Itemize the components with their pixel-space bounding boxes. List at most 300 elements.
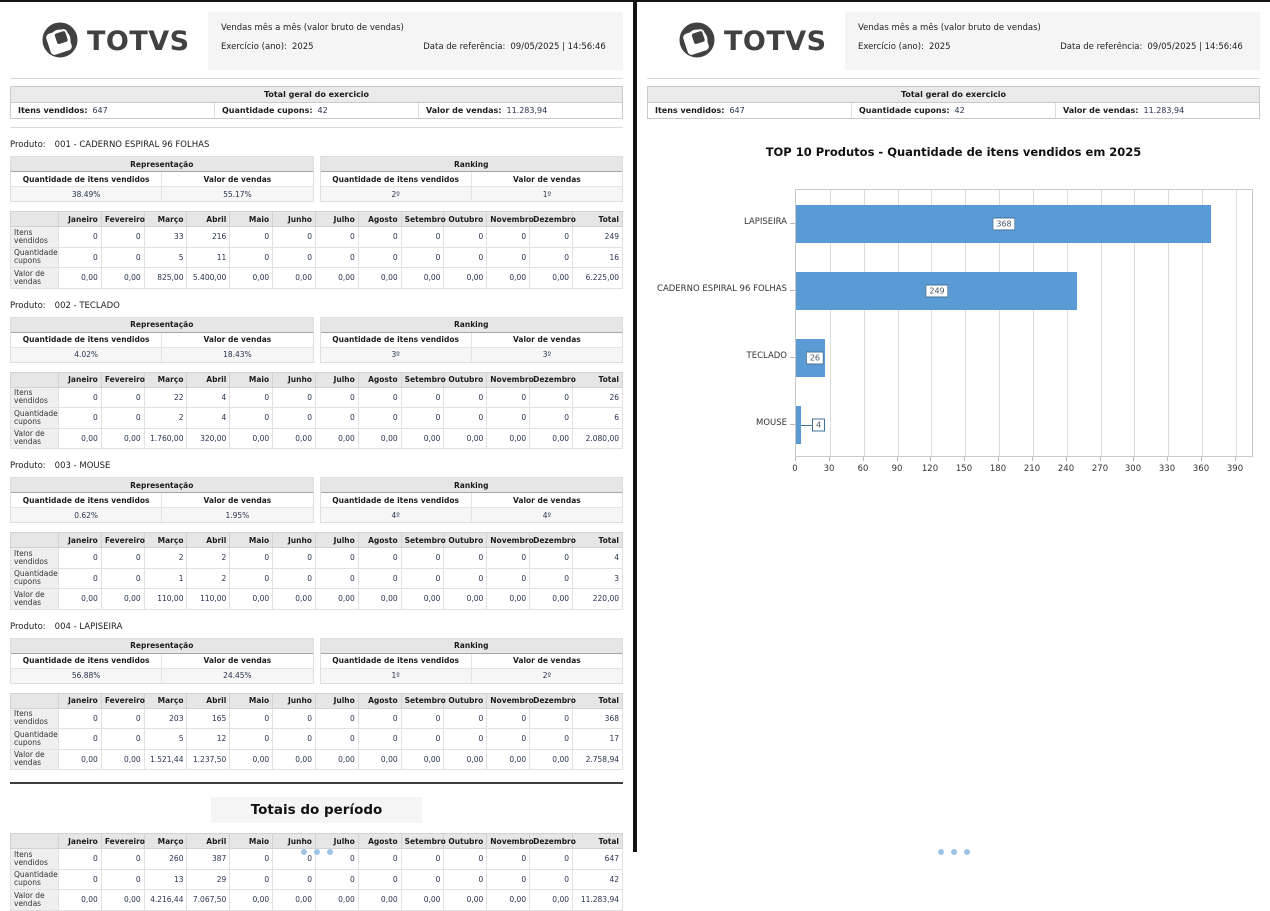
row-label-cell: Valor de vendas [11, 749, 59, 770]
ranking-table-qty: 2º [321, 187, 472, 201]
product-section [10, 301, 623, 450]
row-label-cell: Quantidade cupons [11, 568, 59, 589]
qty-items-sold-header: Quantidade de itens vendidos [321, 654, 472, 668]
reference-date: Data de referência: 09/05/2025 | 14:56:46 [423, 42, 606, 52]
table-row [11, 729, 623, 750]
value-cell: 5 [144, 729, 187, 750]
pager-dot [964, 849, 970, 855]
summary-item-value: 11.283,94 [1143, 106, 1185, 115]
value-cell: 0 [444, 849, 487, 870]
row-label-cell: Itens vendidos [11, 708, 59, 729]
totals-table-slot [10, 833, 623, 911]
value-cell: 0 [230, 387, 273, 408]
value-cell: 0 [101, 869, 144, 890]
value-cell: 1.521,44 [144, 749, 187, 770]
report-title: Vendas mês a mês (valor bruto de vendas) [858, 23, 1041, 33]
month-header-corner [11, 834, 59, 849]
sales-value-header: Valor de vendas [203, 174, 272, 184]
value-cell: 0,00 [273, 428, 316, 449]
month-header-cell: Agosto [358, 834, 401, 849]
product-label: Produto: [10, 300, 46, 311]
value-cell: 0 [487, 849, 530, 870]
month-header-cell: Novembro [487, 372, 530, 387]
month-header-cell: Julho [315, 693, 358, 708]
sales-value-header: Valor de vendas [203, 335, 272, 344]
ranking-table-title: Ranking [321, 318, 623, 333]
value-cell: 1.237,50 [187, 749, 230, 770]
value-cell: 0 [487, 708, 530, 729]
month-header-cell: Novembro [487, 834, 530, 849]
value-cell: 0 [315, 548, 358, 569]
value-cell: 2.758,94 [573, 749, 623, 770]
value-cell: 0 [358, 548, 401, 569]
row-label-cell: Quantidade cupons [11, 729, 59, 750]
x-axis-tick [897, 457, 898, 461]
value-cell: 0 [315, 247, 358, 268]
product-line [10, 301, 623, 311]
month-header-corner [11, 372, 59, 387]
summary-item-value: 42 [317, 106, 328, 115]
summary-item-value: 42 [954, 106, 965, 115]
value-cell: 0 [401, 548, 444, 569]
representation-table-title: Representação [11, 639, 313, 654]
value-cell: 0,00 [101, 890, 144, 911]
x-axis-tick-label: 90 [891, 464, 903, 474]
month-header-cell: Dezembro [530, 372, 573, 387]
row-label-cell: Valor de vendas [11, 589, 59, 610]
month-header-cell: Dezembro [530, 834, 573, 849]
summary-item-label: Valor de vendas: [426, 106, 502, 115]
product-name: 001 - CADERNO ESPIRAL 96 FOLHAS [54, 140, 210, 150]
month-header-cell: Julho [315, 372, 358, 387]
value-cell: 0 [230, 849, 273, 870]
row-label-cell: Valor de vendas [11, 268, 59, 289]
table-row [11, 568, 623, 589]
table-row [11, 247, 623, 268]
x-axis-tick [795, 457, 796, 461]
month-header-cell: Março [144, 212, 187, 227]
product-section [10, 461, 623, 610]
value-cell: 0 [230, 568, 273, 589]
value-cell: 0 [101, 708, 144, 729]
value-cell: 0,00 [401, 890, 444, 911]
month-header-cell: Junho [273, 212, 316, 227]
summary-item-label: Quantidade cupons: [859, 106, 950, 115]
representation-table-title: Representação [11, 478, 313, 493]
value-cell: 2 [187, 568, 230, 589]
value-cell: 29 [187, 869, 230, 890]
product-section [10, 140, 623, 289]
month-header-cell: Janeiro [59, 533, 102, 548]
product-monthly-table [10, 211, 623, 289]
month-header-cell: Total [573, 533, 623, 548]
row-label-cell: Valor de vendas [11, 890, 59, 911]
totvs-logo-icon [40, 21, 80, 61]
pager-dot [938, 849, 944, 855]
value-cell: 0,00 [315, 890, 358, 911]
value-cell: 0 [273, 247, 316, 268]
qty-items-sold-header: Quantidade de itens vendidos [321, 172, 472, 186]
month-header-cell: Fevereiro [101, 834, 144, 849]
value-cell: 0 [59, 849, 102, 870]
value-cell: 0 [59, 408, 102, 429]
category-label: CADERNO ESPIRAL 96 FOLHAS [657, 284, 787, 295]
value-cell: 0 [273, 708, 316, 729]
value-cell: 0 [358, 849, 401, 870]
summary-item-label: Quantidade cupons: [222, 106, 313, 115]
value-cell: 0 [530, 849, 573, 870]
value-cell: 0,00 [530, 749, 573, 770]
summary-item-value: 647 [92, 106, 108, 115]
month-header-cell: Outubro [444, 372, 487, 387]
row-label-cell: Quantidade cupons [11, 869, 59, 890]
value-cell: 0 [273, 869, 316, 890]
value-cell: 6.225,00 [573, 268, 623, 289]
value-cell: 0 [358, 408, 401, 429]
value-cell: 0 [101, 568, 144, 589]
x-axis-tick [1032, 457, 1033, 461]
month-header-cell: Maio [230, 693, 273, 708]
value-cell: 0 [315, 729, 358, 750]
value-cell: 0 [101, 849, 144, 870]
product-label: Produto: [10, 461, 46, 471]
value-cell: 0,00 [444, 890, 487, 911]
value-cell: 0 [444, 708, 487, 729]
value-cell: 0 [273, 849, 316, 870]
x-axis-tick [1133, 457, 1134, 461]
month-header-cell: Julho [315, 533, 358, 548]
value-cell: 0 [358, 568, 401, 589]
value-cell: 216 [187, 227, 230, 248]
category-label: MOUSE [755, 418, 787, 429]
value-cell: 0,00 [444, 268, 487, 289]
x-axis-tick-label: 300 [1124, 464, 1142, 474]
value-cell: 0 [358, 247, 401, 268]
value-cell: 26 [573, 387, 623, 408]
value-cell: 1.760,00 [144, 428, 187, 449]
divider-line [647, 78, 1260, 79]
summary-item-value: 647 [729, 106, 745, 115]
month-header-cell: Março [144, 693, 187, 708]
table-row [11, 408, 623, 429]
product-name: 003 - MOUSE [54, 461, 111, 471]
value-cell: 249 [573, 227, 623, 248]
value-cell: 0,00 [487, 890, 530, 911]
value-cell: 0 [530, 869, 573, 890]
x-axis-tick-label: 0 [792, 464, 798, 474]
representation-table-value: 24.45% [223, 671, 252, 680]
value-cell: 0,00 [315, 749, 358, 770]
x-axis-tick [829, 457, 830, 461]
value-cell: 0 [530, 568, 573, 589]
category-label: TECLADO [746, 351, 787, 362]
value-cell: 0 [530, 729, 573, 750]
sales-value-header: Valor de vendas [512, 495, 581, 505]
table-row [11, 387, 623, 408]
bar-value-label: 368 [992, 218, 1015, 231]
sales-value-header: Valor de vendas [512, 335, 581, 344]
value-cell: 0 [401, 227, 444, 248]
value-cell: 0 [358, 387, 401, 408]
value-cell: 0 [59, 548, 102, 569]
value-cell: 0 [315, 227, 358, 248]
value-cell: 0,00 [273, 890, 316, 911]
row-label-cell: Itens vendidos [11, 849, 59, 870]
x-axis-tick-label: 270 [1091, 464, 1109, 474]
representation-table-title: Representação [11, 318, 313, 333]
value-cell: 0 [315, 568, 358, 589]
value-cell: 0,00 [487, 428, 530, 449]
totals-title: Totais do período [211, 797, 423, 823]
value-cell: 0 [273, 548, 316, 569]
product-monthly-table [10, 372, 623, 450]
divider-line [10, 78, 623, 79]
representation-table-qty: 38.49% [11, 187, 162, 201]
product-line [10, 461, 623, 471]
value-cell: 0 [273, 568, 316, 589]
month-header-cell: Novembro [487, 533, 530, 548]
month-header-cell: Setembro [401, 372, 444, 387]
value-cell: 0,00 [273, 268, 316, 289]
value-cell: 0,00 [273, 589, 316, 610]
report-title: Vendas mês a mês (valor bruto de vendas) [221, 23, 404, 33]
x-axis-tick-label: 180 [989, 464, 1007, 474]
product-name: 004 - LAPISEIRA [54, 621, 123, 632]
value-cell: 0 [401, 708, 444, 729]
value-cell: 17 [573, 729, 623, 750]
product-label: Produto: [10, 140, 46, 150]
value-cell: 0,00 [444, 428, 487, 449]
x-axis-tick-label: 390 [1226, 464, 1244, 474]
value-cell: 0,00 [230, 890, 273, 911]
month-header-cell: Abril [187, 372, 230, 387]
month-header-cell: Dezembro [530, 693, 573, 708]
value-cell: 0 [230, 729, 273, 750]
value-cell: 2.080,00 [573, 428, 623, 449]
category-label: LAPISEIRA [743, 217, 787, 228]
bar-value-label: 4 [812, 419, 825, 432]
qty-items-sold-header: Quantidade de itens vendidos [11, 333, 162, 347]
value-cell: 0 [230, 548, 273, 569]
totvs-logo-text: TOTVS [87, 25, 190, 57]
x-axis-tick-label: 360 [1192, 464, 1210, 474]
value-cell: 165 [187, 708, 230, 729]
value-cell: 0 [230, 708, 273, 729]
value-cell: 0 [530, 227, 573, 248]
totvs-logo [647, 12, 845, 70]
month-header-cell: Outubro [444, 212, 487, 227]
month-header-cell: Junho [273, 834, 316, 849]
value-cell: 0 [101, 227, 144, 248]
value-cell: 0,00 [358, 749, 401, 770]
row-label-cell: Itens vendidos [11, 548, 59, 569]
totvs-logo-icon [677, 21, 717, 61]
x-axis-tick-label: 120 [921, 464, 939, 474]
ranking-table [320, 638, 624, 684]
report-title-box [208, 12, 623, 70]
summary-item [11, 103, 215, 118]
product-monthly-table [10, 693, 623, 771]
value-cell: 0 [230, 247, 273, 268]
x-axis-tick [998, 457, 999, 461]
category-tick [790, 357, 795, 358]
value-cell: 0 [315, 708, 358, 729]
product-sections [0, 140, 633, 770]
value-cell: 0,00 [530, 428, 573, 449]
sales-value-header: Valor de vendas [203, 495, 272, 505]
value-cell: 0,00 [230, 428, 273, 449]
value-cell: 203 [144, 708, 187, 729]
month-header-cell: Março [144, 533, 187, 548]
value-cell: 0 [59, 729, 102, 750]
month-header-cell: Maio [230, 372, 273, 387]
value-cell: 16 [573, 247, 623, 268]
table-row [11, 749, 623, 770]
table-row [11, 227, 623, 248]
ranking-table-value: 1º [542, 189, 552, 199]
value-cell: 0,00 [101, 428, 144, 449]
month-header-cell: Abril [187, 533, 230, 548]
value-cell: 0 [101, 408, 144, 429]
summary-item [1056, 103, 1259, 118]
value-cell: 0 [487, 227, 530, 248]
value-cell: 0,00 [101, 749, 144, 770]
x-axis-tick-label: 330 [1158, 464, 1176, 474]
value-cell: 0 [444, 869, 487, 890]
x-axis-tick [930, 457, 931, 461]
value-cell: 0,00 [487, 268, 530, 289]
value-cell: 22 [144, 387, 187, 408]
ranking-table [320, 317, 624, 363]
table-row [11, 589, 623, 610]
value-cell: 0 [273, 387, 316, 408]
month-header-cell: Agosto [358, 533, 401, 548]
product-line [10, 140, 623, 150]
value-cell: 0 [487, 869, 530, 890]
category-tick [790, 223, 795, 224]
value-cell: 0 [401, 387, 444, 408]
summary-total-bar [10, 86, 623, 119]
value-cell: 4 [573, 548, 623, 569]
month-header-corner [11, 533, 59, 548]
value-cell: 4 [187, 408, 230, 429]
sales-value-header: Valor de vendas [512, 174, 581, 184]
value-cell: 0,00 [59, 428, 102, 449]
value-cell: 0 [358, 729, 401, 750]
month-header-cell: Setembro [401, 533, 444, 548]
month-header-cell: Janeiro [59, 372, 102, 387]
value-cell: 0 [101, 247, 144, 268]
bar-value-label: 26 [806, 352, 824, 365]
summary-item [419, 103, 622, 118]
value-cell: 368 [573, 708, 623, 729]
exercise-year: Exercício (ano): 2025 [858, 42, 951, 52]
value-cell: 13 [144, 869, 187, 890]
pager-dot [314, 849, 320, 855]
value-cell: 0 [444, 227, 487, 248]
value-cell: 0 [444, 408, 487, 429]
value-cell: 0 [273, 408, 316, 429]
ranking-table-qty: 4º [321, 508, 472, 522]
x-axis-tick-label: 60 [857, 464, 869, 474]
month-header-cell: Total [573, 212, 623, 227]
month-header-cell: Fevereiro [101, 693, 144, 708]
x-axis-tick [863, 457, 864, 461]
totals-title-wrap [0, 797, 633, 823]
value-cell: 0,00 [315, 428, 358, 449]
value-cell: 220,00 [573, 589, 623, 610]
summary-item-label: Itens vendidos: [18, 106, 88, 115]
month-header-cell: Junho [273, 533, 316, 548]
value-cell: 387 [187, 849, 230, 870]
ranking-table [320, 477, 624, 523]
month-header-cell: Novembro [487, 693, 530, 708]
month-header-cell: Abril [187, 834, 230, 849]
value-cell: 0 [401, 869, 444, 890]
month-header-cell: Abril [187, 212, 230, 227]
value-cell: 0 [101, 548, 144, 569]
value-cell: 0 [530, 708, 573, 729]
qty-items-sold-header: Quantidade de itens vendidos [321, 493, 472, 507]
representation-table [10, 638, 314, 684]
value-cell: 647 [573, 849, 623, 870]
value-cell: 0 [315, 408, 358, 429]
month-header-cell: Maio [230, 212, 273, 227]
value-cell: 0 [487, 548, 530, 569]
value-cell: 825,00 [144, 268, 187, 289]
value-cell: 0 [101, 387, 144, 408]
table-row [11, 708, 623, 729]
qty-items-sold-header: Quantidade de itens vendidos [11, 172, 162, 186]
value-cell: 0,00 [401, 268, 444, 289]
month-header-cell: Agosto [358, 693, 401, 708]
category-tick [790, 290, 795, 291]
representation-table-value: 18.43% [223, 350, 252, 359]
totvs-logo-text: TOTVS [724, 25, 827, 57]
ranking-table-title: Ranking [321, 157, 623, 172]
value-cell: 0 [401, 568, 444, 589]
x-axis-tick [1066, 457, 1067, 461]
ranking-table-value: 2º [542, 671, 552, 680]
month-header-cell: Setembro [401, 693, 444, 708]
value-cell: 0,00 [530, 890, 573, 911]
label-connector-line [801, 425, 812, 426]
value-cell: 0,00 [444, 589, 487, 610]
table-row [11, 548, 623, 569]
x-axis-tick-label: 210 [1023, 464, 1041, 474]
ranking-table-qty: 1º [321, 669, 472, 683]
ranking-table-qty: 3º [321, 348, 472, 362]
x-axis-tick-label: 150 [955, 464, 973, 474]
x-axis-tick [964, 457, 965, 461]
ranking-table-value: 4º [542, 510, 552, 520]
report-page-1 [0, 2, 633, 908]
value-cell: 0 [315, 387, 358, 408]
value-cell: 0,00 [358, 589, 401, 610]
value-cell: 0 [444, 568, 487, 589]
value-cell: 0 [444, 548, 487, 569]
ranking-table [320, 156, 624, 202]
top10-bar-chart [647, 145, 1260, 495]
value-cell: 0,00 [487, 749, 530, 770]
value-cell: 11.283,94 [573, 890, 623, 911]
ranking-table-value: 3º [542, 350, 552, 359]
product-monthly-table [10, 532, 623, 610]
month-header-cell: Fevereiro [101, 372, 144, 387]
row-label-cell: Quantidade cupons [11, 408, 59, 429]
value-cell: 0,00 [315, 589, 358, 610]
value-cell: 0,00 [487, 589, 530, 610]
